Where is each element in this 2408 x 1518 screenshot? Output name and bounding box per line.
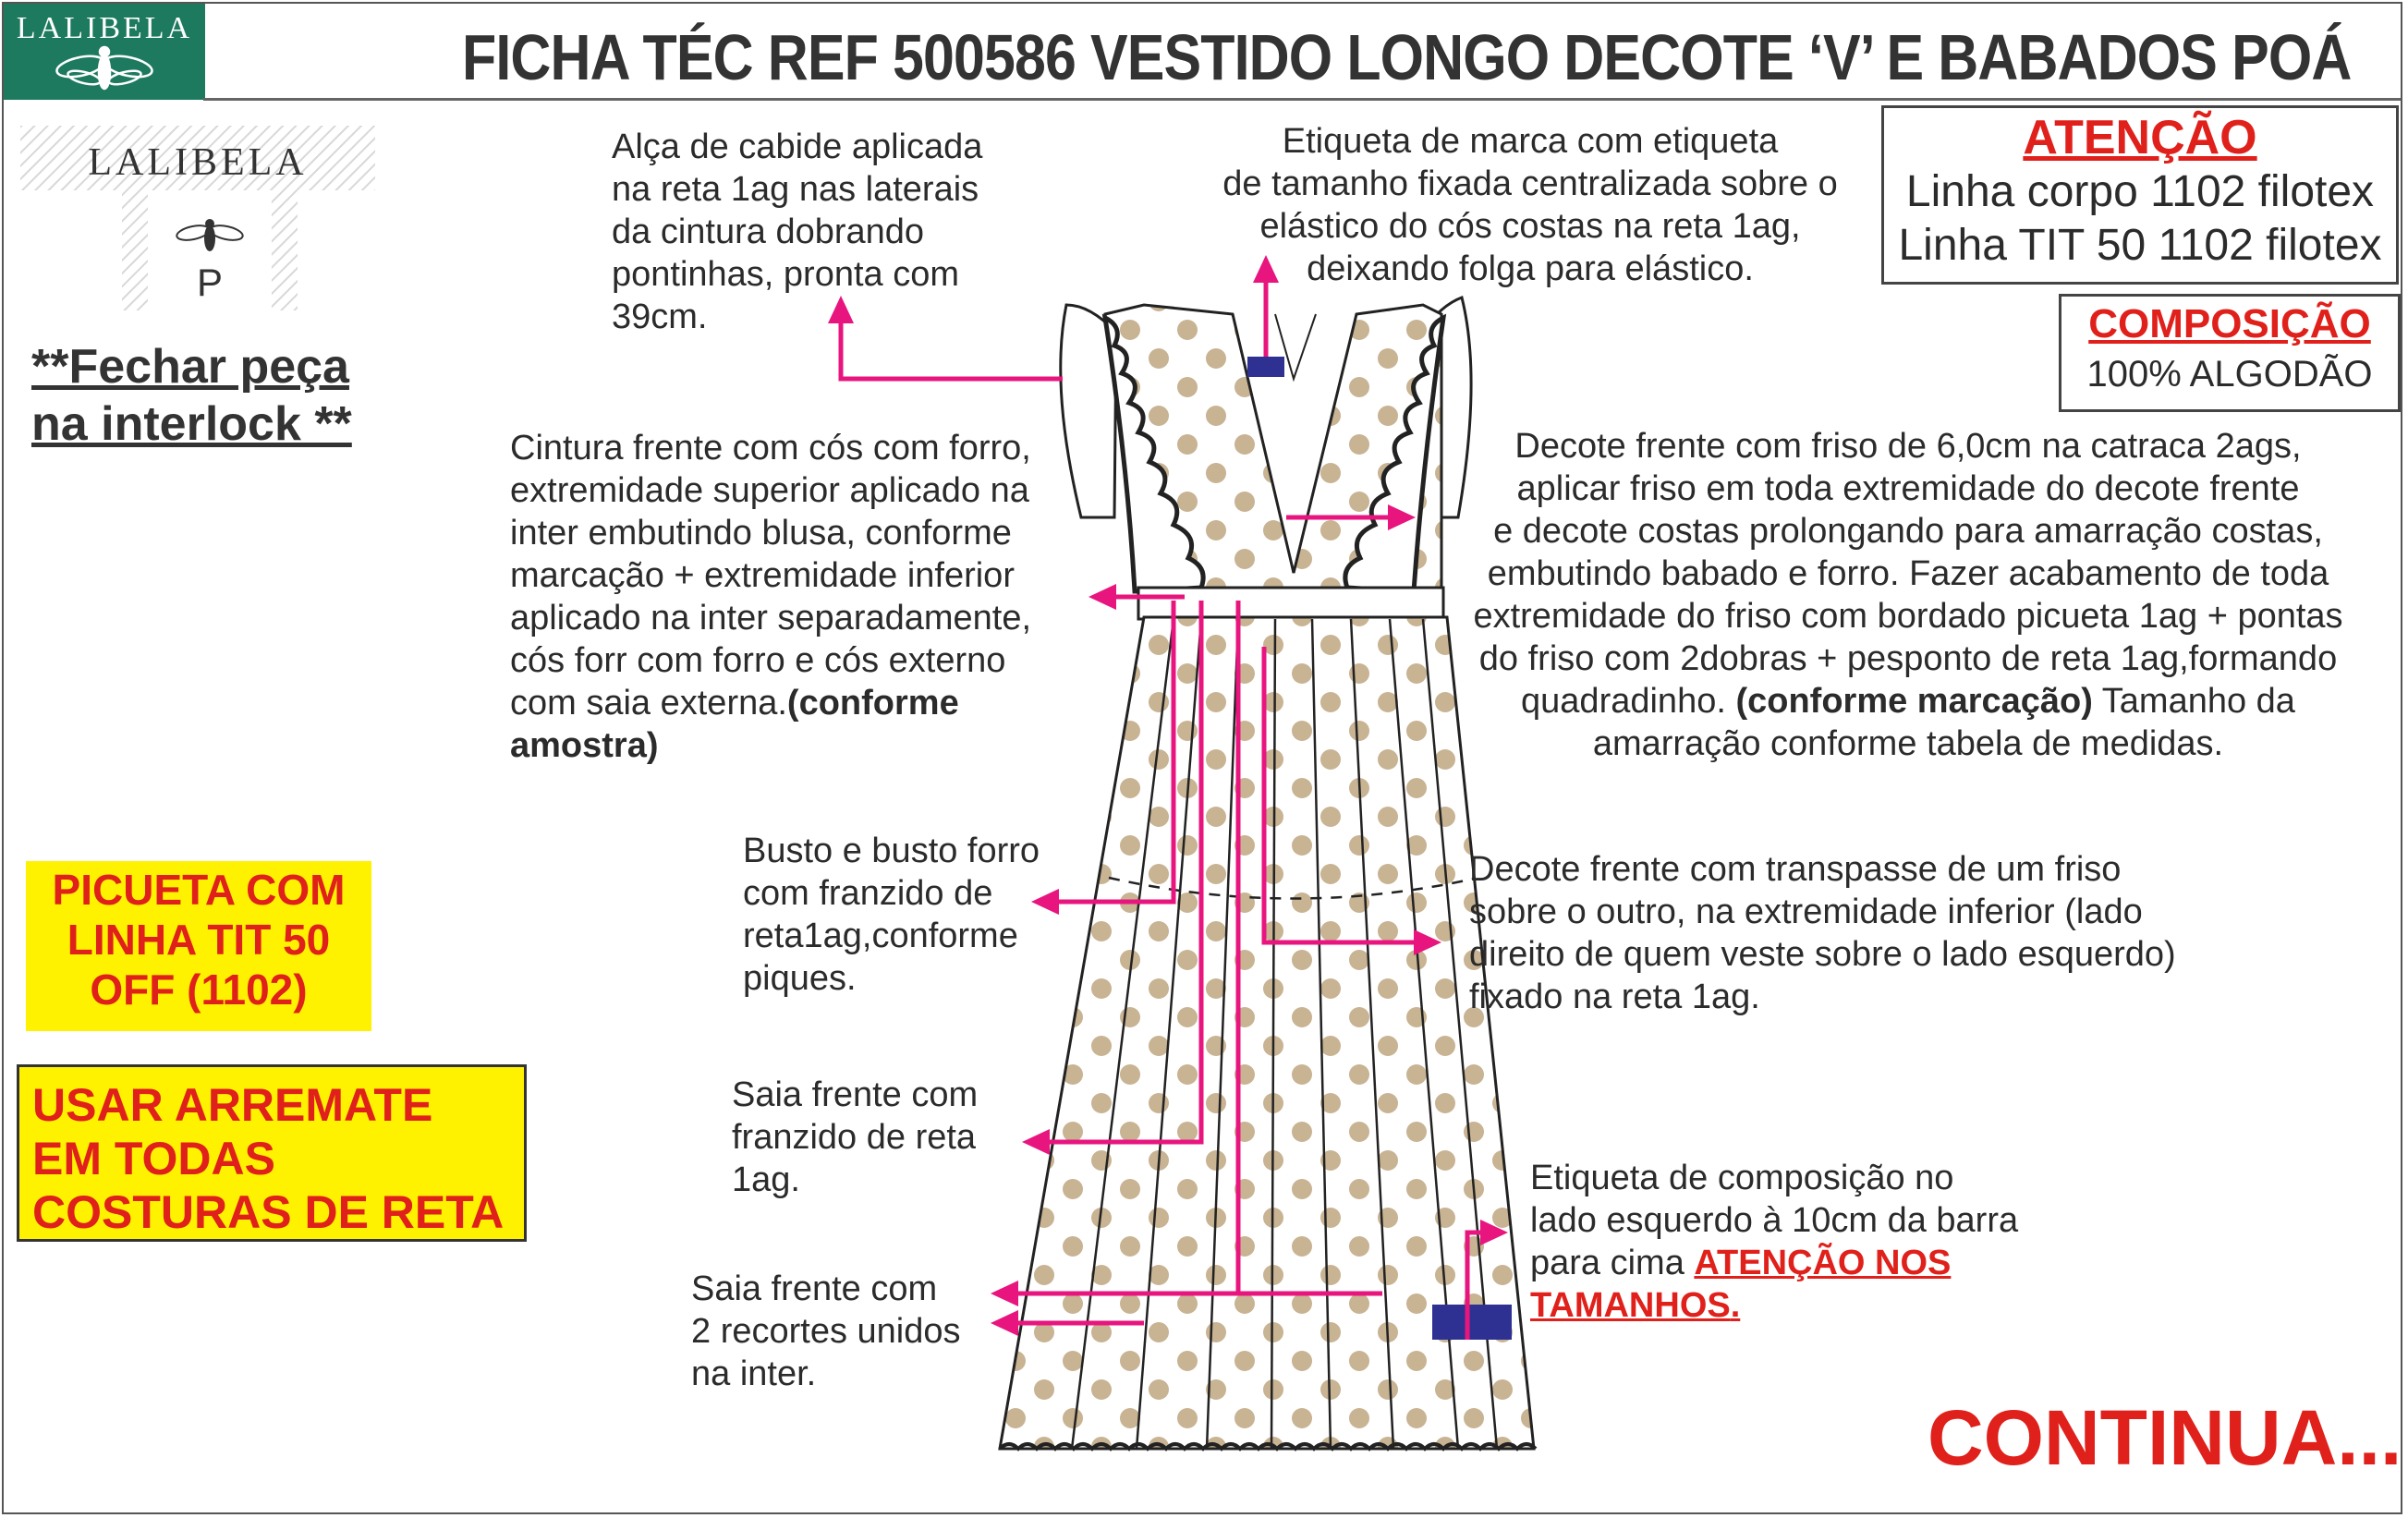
note-line: de tamanho fixada centralizada sobre o — [1222, 164, 1838, 203]
composition-title: COMPOSIÇÃO — [2088, 301, 2371, 346]
note-line: inter embutindo blusa, conforme — [510, 514, 1012, 553]
page-title: FICHA TÉC REF 500586 VESTIDO LONGO DECOTE ‘V’ E BABADOS POÁ — [462, 21, 2352, 93]
note-line: Decote frente com transpasse de um friso — [1469, 850, 2122, 889]
note-alert-dot: . — [1730, 1286, 1741, 1325]
composition-label-marker — [1432, 1305, 1512, 1340]
arremate-line-1: USAR ARREMATE — [32, 1079, 433, 1131]
note-line: elástico do cós costas na reta 1ag, — [1259, 207, 1801, 246]
note-line — [510, 724, 1031, 767]
note-busto — [743, 830, 1040, 1000]
note-line: franzido de reta — [732, 1118, 977, 1157]
note-text: quadradinho. — [1521, 682, 1726, 721]
arremate-line-3: COSTURAS DE RETA — [32, 1186, 505, 1238]
note-line — [510, 682, 1031, 724]
note-line: extremidade do friso com bordado picueta 1ag + pontas — [1473, 597, 2343, 636]
note-etiqueta-composicao — [1530, 1157, 2018, 1327]
note-saia-franzido — [732, 1074, 978, 1201]
composition-value: 100% ALGODÃO — [2086, 354, 2373, 395]
note-line: extremidade superior aplicado na — [510, 471, 1029, 510]
note-line: Busto e busto forro — [743, 832, 1040, 870]
note-line: com franzido de — [743, 874, 993, 913]
note-alert: TAMANHOS — [1530, 1286, 1731, 1325]
fechar-line-1: **Fechar peça — [31, 340, 349, 394]
fechar-line-2: na interlock ** — [31, 397, 352, 451]
note-line: na reta 1ag nas laterais — [612, 170, 979, 209]
note-alert: ATENÇÃO NOS — [1694, 1244, 1952, 1282]
note-line: pontinhas, pronta com — [612, 255, 960, 294]
note-line: piques. — [743, 959, 857, 998]
note-line: e decote costas prolongando para amarração costas, — [1493, 512, 2323, 551]
continua-label: CONTINUA... — [1928, 1394, 2402, 1481]
note-line: Cintura frente com cós com forro, — [510, 429, 1031, 468]
picueta-line-3: OFF (1102) — [90, 965, 308, 1014]
note-line: na inter. — [691, 1354, 817, 1393]
note-line: do friso com 2dobras + pesponto de reta 1ag,formando — [1478, 639, 2338, 678]
note-line: lado esquerdo à 10cm da barra — [1530, 1201, 2019, 1240]
note-line: cós forr com forro e cós externo — [510, 641, 1006, 680]
note-line: da cintura dobrando — [612, 213, 925, 251]
note-line: Saia frente com — [691, 1269, 938, 1308]
note-line: marcação + extremidade inferior — [510, 556, 1015, 595]
note-line: aplicar friso em toda extremidade do decote frente — [1516, 469, 2300, 508]
note-line — [1423, 680, 2393, 723]
note-line: 1ag. — [732, 1160, 800, 1199]
note-line: direito de quem veste sobre o lado esquerdo) — [1469, 935, 2176, 974]
note-bold: (conforme — [786, 684, 959, 723]
note-decote-friso — [1423, 425, 2393, 765]
picueta-line-2: LINHA TIT 50 — [67, 916, 331, 964]
note-line: Decote frente com friso de 6,0cm na catraca 2ags, — [1514, 427, 2302, 466]
attention-line-2: Linha TIT 50 1102 filotex — [1898, 221, 2382, 270]
note-bold: (conforme marcação) — [1735, 682, 2093, 721]
note-transpasse — [1469, 848, 2176, 1018]
arremate-line-2: EM TODAS — [32, 1133, 275, 1184]
note-line: Etiqueta de marca com etiqueta — [1282, 122, 1779, 161]
note-line: Etiqueta de composição no — [1530, 1159, 1954, 1197]
note-text: com saia externa. — [510, 684, 787, 723]
note-line — [1530, 1284, 2018, 1327]
tag-size: P — [196, 261, 223, 304]
note-bold: amostra) — [510, 726, 659, 765]
tag-brand-name: LALIBELA — [88, 141, 308, 184]
attention-line-1: Linha corpo 1102 filotex — [1905, 167, 2375, 216]
brand-label-marker — [1247, 357, 1284, 377]
note-line — [1530, 1242, 2018, 1284]
note-alca-cabide — [612, 126, 982, 338]
note-line: deixando folga para elástico. — [1307, 249, 1754, 288]
note-line: Alça de cabide aplicada — [612, 128, 983, 166]
note-text: para cima — [1530, 1244, 1695, 1282]
note-line: Saia frente com — [732, 1075, 979, 1114]
note-etiqueta-marca — [1188, 120, 1872, 290]
note-line: aplicado na inter separadamente, — [510, 599, 1032, 638]
note-text: Tamanho da — [2101, 682, 2295, 721]
note-saia-recortes — [691, 1268, 961, 1395]
note-line: sobre o outro, na extremidade inferior (lado — [1469, 893, 2143, 931]
note-line: fixado na reta 1ag. — [1469, 978, 1760, 1016]
note-line: embutindo babado e forro. Fazer acabamento de toda — [1487, 554, 2329, 593]
picueta-line-1: PICUETA COM — [52, 866, 346, 914]
note-line: 2 recortes unidos — [691, 1312, 961, 1351]
note-line: amarração conforme tabela de medidas. — [1592, 724, 2224, 763]
logo-text: LALIBELA — [16, 11, 193, 45]
note-line: 39cm. — [612, 298, 708, 336]
attention-title: ATENÇÃO — [2023, 111, 2257, 164]
note-cintura — [510, 427, 1031, 767]
note-line: reta1ag,conforme — [743, 917, 1018, 955]
